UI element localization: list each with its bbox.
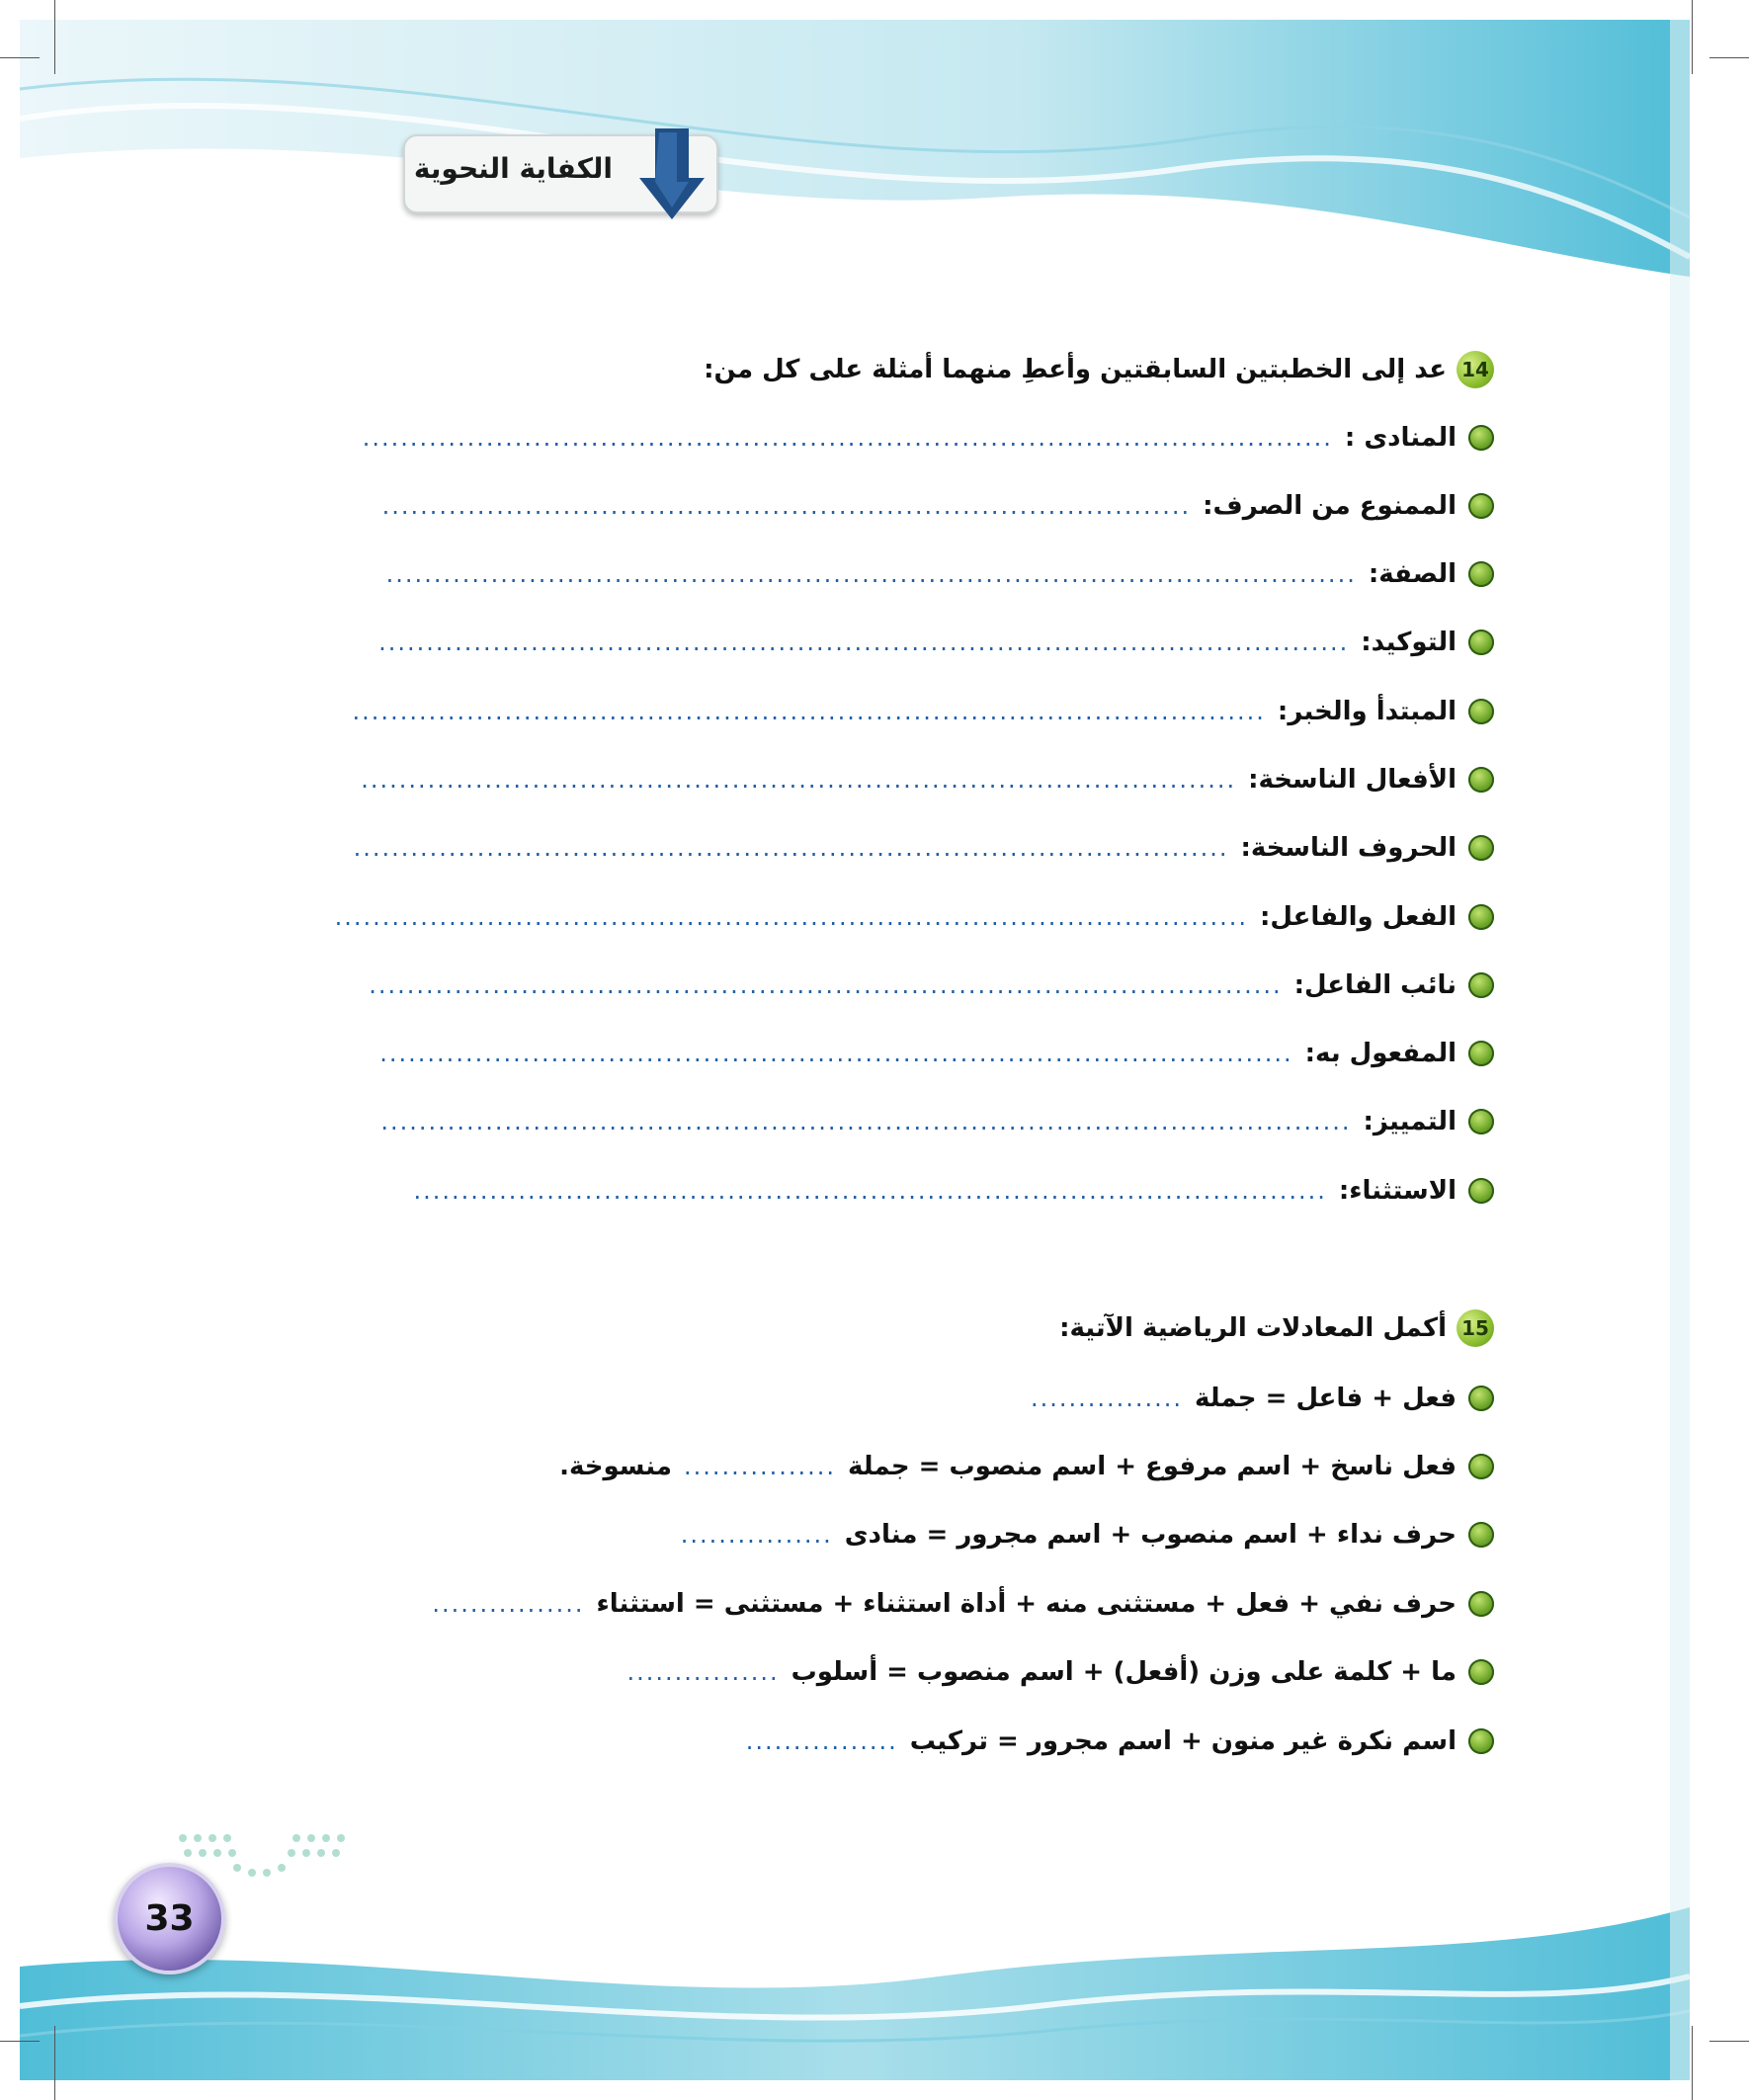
answer-blank[interactable]: ................: [680, 1521, 833, 1549]
question-14-title: [704, 351, 1494, 388]
equation-row: [746, 1726, 1494, 1756]
question-number-badge: 15: [1457, 1309, 1494, 1347]
answer-row: [382, 491, 1494, 521]
bullet-icon: [1468, 767, 1494, 793]
equation-text: اسم نكرة غير منون + اسم مجرور = تركيب: [909, 1726, 1457, 1756]
answer-blank[interactable]: ......................................................................................................: [380, 1108, 1352, 1135]
bullet-icon: [1468, 1522, 1494, 1548]
row-label: الاستثناء:: [1338, 1176, 1457, 1206]
crop-mark: [1692, 2026, 1693, 2100]
answer-blank[interactable]: ................................................................................................: [369, 971, 1283, 999]
bullet-icon: [1468, 972, 1494, 998]
crop-mark: [0, 2041, 40, 2042]
bullet-icon: [1468, 835, 1494, 861]
answer-row: [386, 559, 1494, 589]
equation-suffix: منسوخة.: [559, 1452, 672, 1481]
crop-mark: [54, 0, 55, 74]
answer-row: [379, 1039, 1494, 1068]
equation-row: [559, 1452, 1494, 1481]
answer-row: [378, 628, 1494, 657]
bullet-icon: [1468, 630, 1494, 655]
crop-mark: [1709, 2041, 1749, 2042]
row-label: المبتدأ والخبر:: [1277, 697, 1457, 726]
crop-mark: [1692, 0, 1693, 74]
bullet-icon: [1468, 1454, 1494, 1479]
answer-blank[interactable]: ................................................................................................: [334, 903, 1248, 931]
section-header: [403, 134, 718, 213]
answer-blank[interactable]: .....................................................................................: [381, 492, 1192, 520]
question-prompt: عد إلى الخطبتين السابقتين وأعطِ منهما أمثلة على كل من:: [704, 355, 1447, 384]
answer-row: [363, 423, 1494, 453]
answer-blank[interactable]: ............................................................................................: [361, 766, 1237, 794]
crop-mark: [0, 57, 40, 58]
answer-blank[interactable]: ................: [745, 1727, 898, 1755]
answer-row: [413, 1176, 1494, 1206]
bullet-icon: [1468, 1178, 1494, 1204]
bullet-icon: [1468, 493, 1494, 519]
section-title: الكفاية النحوية: [413, 152, 613, 185]
row-label: الأفعال الناسخة:: [1248, 765, 1457, 795]
answer-blank[interactable]: ................................................................................................: [379, 1040, 1293, 1067]
answer-blank[interactable]: ............................................................................................: [353, 834, 1229, 862]
question-number-badge: 14: [1457, 351, 1494, 388]
answer-blank[interactable]: ................................................................................................: [352, 698, 1266, 725]
row-label: التمييز:: [1363, 1107, 1457, 1136]
answer-row: [361, 765, 1494, 795]
question-15-title: [1059, 1309, 1494, 1347]
equation-text: فعل + فاعل = جملة: [1195, 1384, 1457, 1413]
top-wave-band: [20, 20, 1690, 277]
row-label: الممنوع من الصرف:: [1203, 491, 1457, 521]
equation-row: [1031, 1384, 1494, 1413]
bullet-icon: [1468, 1386, 1494, 1411]
equation-row: [627, 1657, 1494, 1687]
row-label: الحروف الناسخة:: [1240, 833, 1457, 863]
answer-row: [353, 697, 1494, 726]
row-label: المنادى :: [1344, 423, 1457, 453]
answer-blank[interactable]: ......................................................................................................: [385, 560, 1357, 588]
equation-row: [681, 1520, 1494, 1550]
crop-mark: [54, 2026, 55, 2100]
bullet-icon: [1468, 1591, 1494, 1617]
bullet-icon: [1468, 904, 1494, 930]
equation-row: [432, 1589, 1494, 1619]
answer-blank[interactable]: ................: [683, 1453, 837, 1480]
down-arrow-icon: [637, 128, 707, 223]
equation-text: ما + كلمة على وزن (أفعل) + اسم منصوب = أسلوب: [791, 1657, 1457, 1687]
answer-blank[interactable]: ................: [626, 1658, 780, 1686]
answer-row: [380, 1107, 1494, 1136]
ministry-logo: [179, 1834, 345, 1877]
question-prompt: أكمل المعادلات الرياضية الآتية:: [1059, 1313, 1447, 1343]
equation-text: حرف نداء + اسم منصوب + اسم مجرور = منادى: [844, 1520, 1457, 1550]
equation-text: فعل ناسخ + اسم مرفوع + اسم منصوب = جملة: [848, 1452, 1457, 1481]
answer-blank[interactable]: ................: [432, 1590, 585, 1618]
bullet-icon: [1468, 1728, 1494, 1754]
answer-blank[interactable]: ......................................................................................................: [362, 424, 1333, 452]
answer-blank[interactable]: ................................................................................................: [413, 1177, 1327, 1205]
answer-row: [354, 833, 1494, 863]
row-label: الفعل والفاعل:: [1260, 902, 1457, 932]
bullet-icon: [1468, 1041, 1494, 1066]
bullet-icon: [1468, 425, 1494, 451]
row-label: الصفة:: [1368, 559, 1457, 589]
crop-mark: [1709, 57, 1749, 58]
answer-blank[interactable]: ......................................................................................................: [378, 629, 1350, 656]
row-label: نائب الفاعل:: [1293, 970, 1457, 1000]
bullet-icon: [1468, 699, 1494, 724]
answer-row: [369, 970, 1494, 1000]
equation-text: حرف نفي + فعل + مستثنى منه + أداة استثناء + مستثنى = استثناء: [596, 1589, 1457, 1619]
answer-row: [335, 902, 1494, 932]
bullet-icon: [1468, 1109, 1494, 1134]
row-label: المفعول به:: [1304, 1039, 1457, 1068]
page-number: 33: [114, 1863, 225, 1974]
answer-blank[interactable]: ................: [1030, 1385, 1183, 1412]
row-label: التوكيد:: [1361, 628, 1457, 657]
bullet-icon: [1468, 561, 1494, 587]
bullet-icon: [1468, 1659, 1494, 1685]
